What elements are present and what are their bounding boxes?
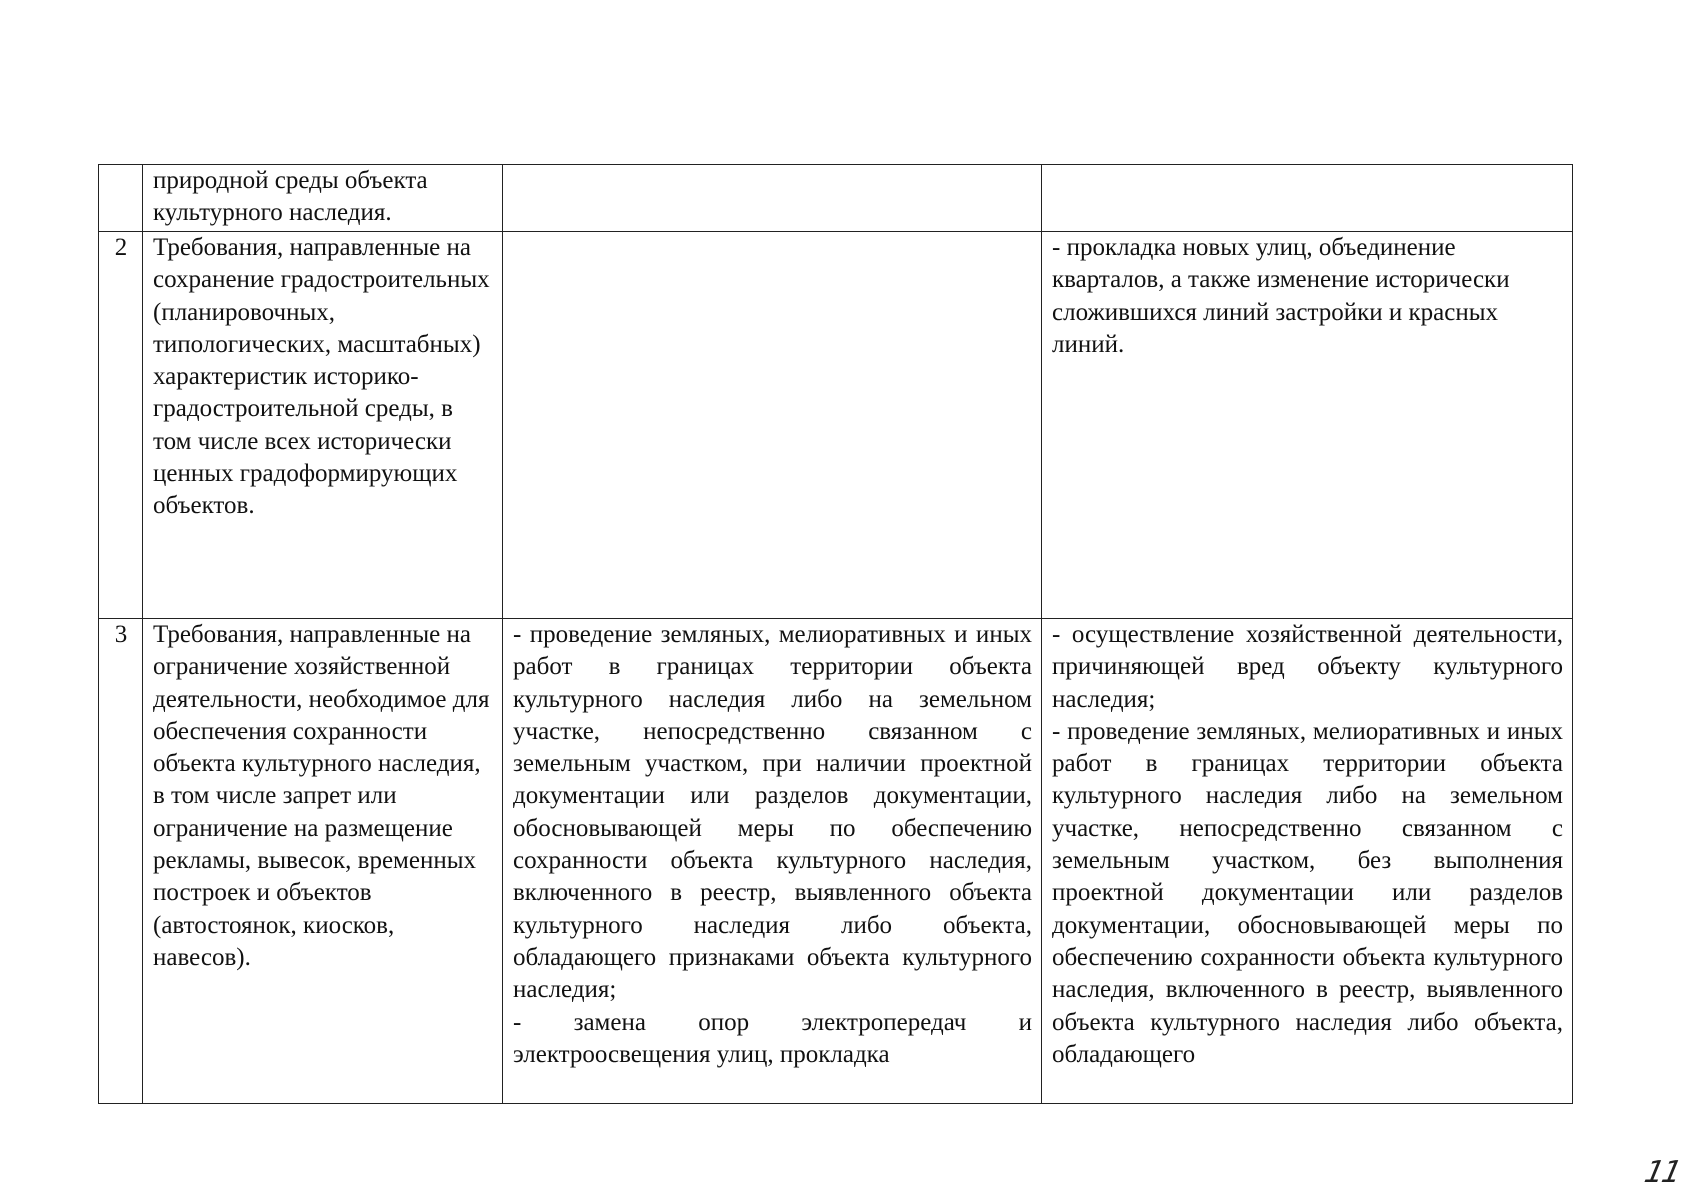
forbidden-cell	[1042, 165, 1573, 232]
requirement-cell: Требования, направленные на ограничение хозяйственной деятельности, необходимое для обеспечения сохранности объекта культурного наследия, в том числе запрет или ограничение на размещение рекламы, вывесок, временных построек и объектов (автостоянок, киосков, навесов).	[143, 619, 503, 1104]
forbidden-paragraph: - проведение земляных, мелиоративных и иных работ в границах территории объекта культурного наследия либо на земельном участке, непосредственно связанном с земельным участком, без выполнения проектной документации или разделов документации, обосновывающей меры по обеспечению сохранности объекта культурного наследия, включенного в реестр, выявленного объекта культурного наследия либо объекта, обладающего	[1052, 717, 1563, 1068]
requirement-cell: Требования, направленные на сохранение градостроительных (планировочных, типологических, масштабных) характеристик историко-градостроительной среды, в том числе всех исторически ценных градоформирующих объектов.	[143, 232, 503, 619]
requirement-cell: природной среды объекта культурного наследия.	[143, 165, 503, 232]
forbidden-cell	[1042, 619, 1573, 1104]
forbidden-cell	[1042, 232, 1573, 619]
page-number: 11	[1641, 1155, 1683, 1190]
forbidden-paragraph: - прокладка новых улиц, объединение кварталов, а также изменение исторически сложившихся линий застройки и красных линий.	[1052, 234, 1510, 358]
row-number-cell: 2	[99, 232, 143, 619]
row-number-cell	[99, 165, 143, 232]
allowed-paragraph: - замена опор электропередач и электроосвещения улиц, прокладка	[513, 1008, 1032, 1068]
forbidden-paragraph: - осуществление хозяйственной деятельности, причиняющей вред объекту культурного наследия;	[1052, 621, 1563, 713]
table-row	[99, 619, 1573, 1104]
table-row	[99, 165, 1573, 232]
row-number-cell: 3	[99, 619, 143, 1104]
allowed-cell	[503, 232, 1042, 619]
table-row	[99, 232, 1573, 619]
allowed-cell	[503, 165, 1042, 232]
allowed-paragraph: - проведение земляных, мелиоративных и иных работ в границах территории объекта культурного наследия либо на земельном участке, непосредственно связанном с земельным участком, при наличии проектной документации или разделов документации, обосновывающей меры по обеспечению сохранности объекта культурного наследия, включенного в реестр, выявленного объекта культурного наследия либо объекта, обладающего признаками объекта культурного наследия;	[513, 621, 1032, 1004]
allowed-cell	[503, 619, 1042, 1104]
requirements-table	[98, 164, 1573, 1104]
